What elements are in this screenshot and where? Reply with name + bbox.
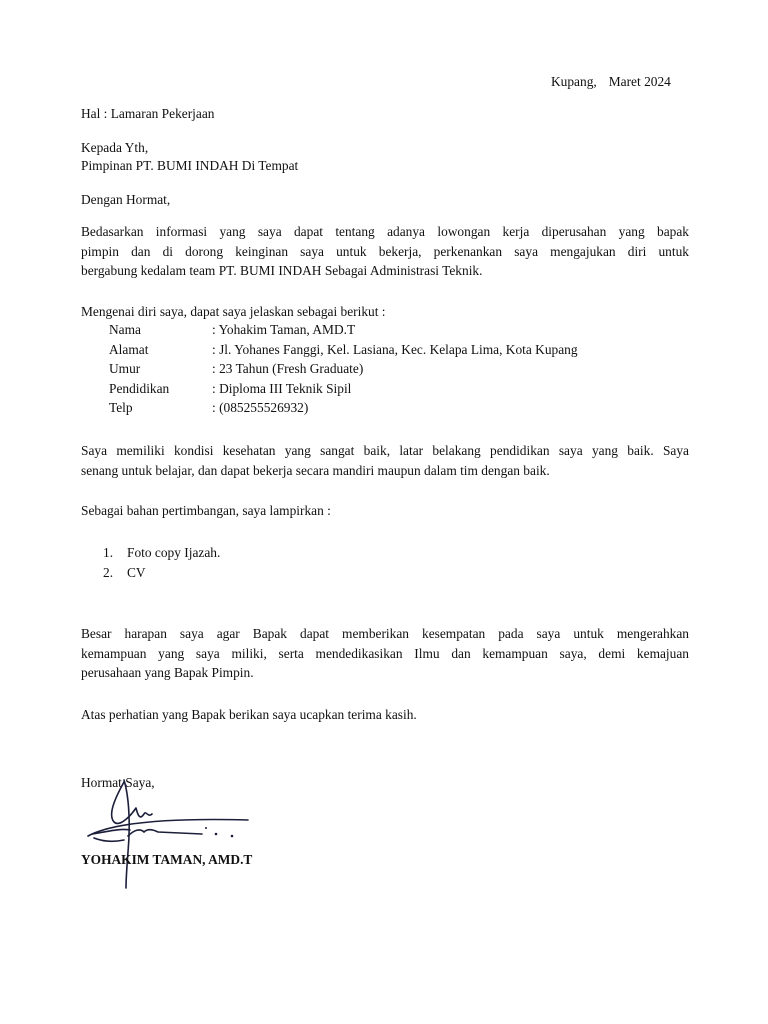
bio-row-telp <box>109 398 308 418</box>
condition-line: Saya memiliki kondisi kesehatan yang sangat baik, latar belakang pendidikan saya yang baik. Saya <box>81 443 689 458</box>
hope-paragraph <box>81 624 689 683</box>
intro-line: bergabung kedalam team PT. BUMI INDAH Sebagai Administrasi Teknik. <box>81 263 483 278</box>
list-item <box>103 563 146 583</box>
list-number: 2. <box>103 565 114 580</box>
intro-line: pimpin dan di dorong keinginan saya untuk bekerja, perkenankan saya mengajukan diri untuk <box>81 243 689 259</box>
greeting: Dengan Hormat, <box>81 192 171 207</box>
list-text: Foto copy Ijazah. <box>127 545 221 560</box>
sign-off: Hormat Saya, <box>81 775 155 790</box>
attachments-intro: Sebagai bahan pertimbangan, saya lampirkan : <box>81 503 331 518</box>
bio-label: Alamat <box>109 342 149 357</box>
hope-line: kemampuan yang saya miliki, serta mendedikasikan Ilmu dan kemampuan saya, demi kemajuan <box>81 645 689 661</box>
signature-icon <box>84 770 254 895</box>
bio-value: : Diploma III Teknik Sipil <box>212 381 352 396</box>
bio-value: : Jl. Yohanes Fanggi, Kel. Lasiana, Kec. Kelapa Lima, Kota Kupang <box>212 342 578 357</box>
bio-row-alamat <box>109 340 578 360</box>
hope-line: perusahaan yang Bapak Pimpin. <box>81 665 254 680</box>
intro-line: Bedasarkan informasi yang saya dapat tentang adanya lowongan kerja diperusahan yang bapak <box>81 224 689 239</box>
hope-line: Besar harapan saya agar Bapak dapat memberikan kesempatan pada saya untuk mengerahkan <box>81 626 689 641</box>
bio-label: Telp <box>109 400 133 415</box>
bio-label: Pendidikan <box>109 381 170 396</box>
condition-paragraph <box>81 441 689 480</box>
recipient-line-1: Kepada Yth, <box>81 140 149 155</box>
bio-intro: Mengenai diri saya, dapat saya jelaskan sebagai berikut : <box>81 304 386 319</box>
bio-row-nama <box>109 320 355 340</box>
list-number: 1. <box>103 545 114 560</box>
condition-line: senang untuk belajar, dan dapat bekerja secara mandiri maupun dalam tim dengan baik. <box>81 462 550 478</box>
bio-label: Umur <box>109 361 141 376</box>
recipient-line-2: Pimpinan PT. BUMI INDAH Di Tempat <box>81 158 299 173</box>
intro-paragraph <box>81 222 689 281</box>
letter-subject: Hal : Lamaran Pekerjaan <box>81 106 215 121</box>
closing-thanks: Atas perhatian yang Bapak berikan saya ucapkan terima kasih. <box>81 707 417 722</box>
bio-value: : (085255526932) <box>212 400 309 415</box>
list-item <box>103 543 220 563</box>
date-month-year: Maret 2024 <box>608 74 671 89</box>
bio-value: : Yohakim Taman, AMD.T <box>212 322 356 337</box>
bio-value: : 23 Tahun (Fresh Graduate) <box>212 361 364 376</box>
bio-row-umur <box>109 359 363 379</box>
date-city: Kupang, <box>551 74 597 89</box>
letter-date <box>551 72 671 92</box>
signer-name: YOHAKIM TAMAN, AMD.T <box>81 852 253 867</box>
list-text: CV <box>127 565 146 580</box>
bio-label: Nama <box>109 322 141 337</box>
bio-row-pendidikan <box>109 379 351 399</box>
